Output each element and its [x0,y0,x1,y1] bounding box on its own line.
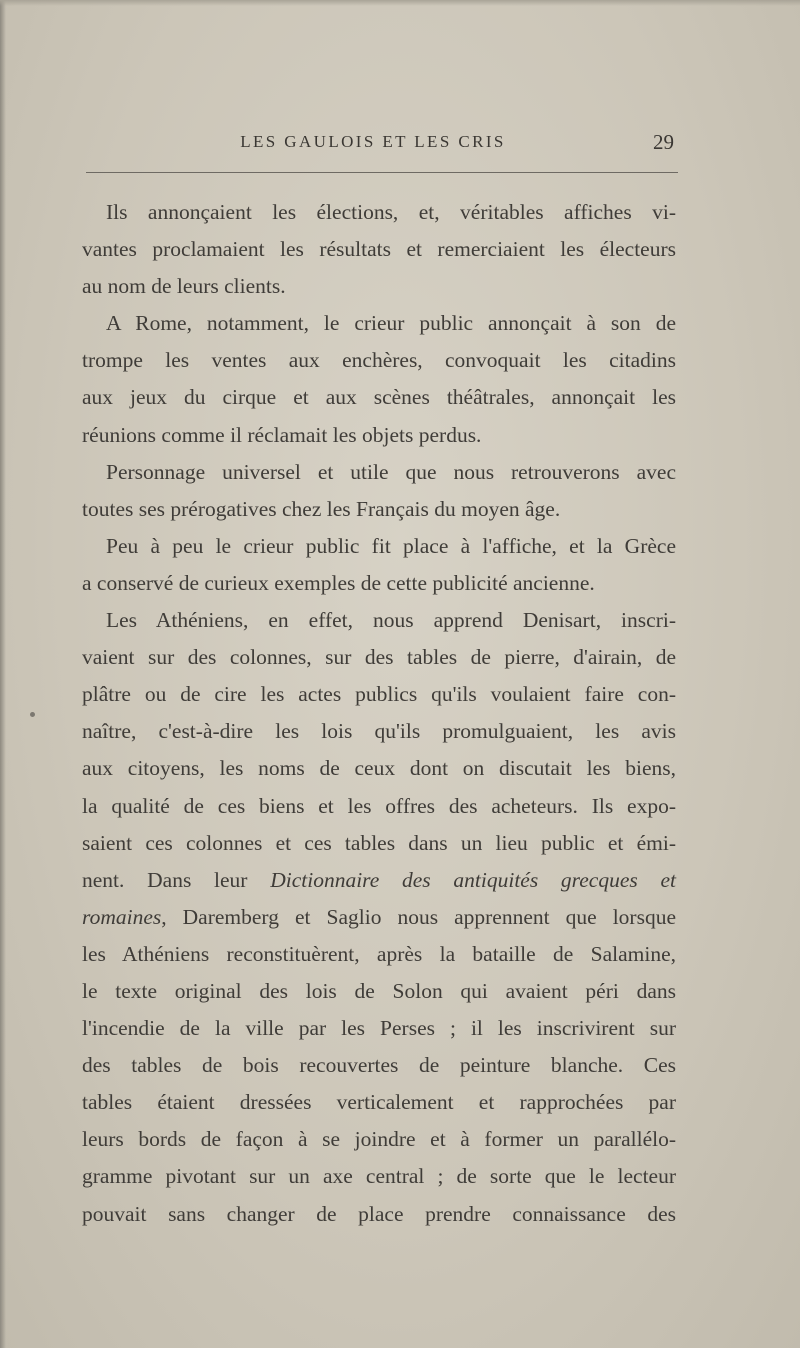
text-line: gramme pivotant sur un axe central ; de sorte que le lecteur [82,1164,676,1189]
text-line: des tables de bois recouvertes de peinture blanche. Ces [82,1053,676,1078]
text-line: a conservé de curieux exemples de cette publicité ancienne. [82,570,595,595]
page-number: 29 [653,130,674,154]
text-line: vaient sur des colonnes, sur des tables de pierre, d'airain, de [82,645,676,670]
text-line: la qualité de ces biens et les offres des acheteurs. Ils expo- [82,793,676,818]
paper-speck [30,712,35,717]
text-line-mixed [82,899,676,936]
book-title-italic: Dictionnaire des antiquités grecques et [270,867,676,892]
text-line: pouvait sans changer de place prendre connaissance des [82,1201,676,1226]
text-line: vantes proclamaient les résultats et remerciaient les électeurs [82,237,676,262]
text-line: tables étaient dressées verticalement et rapprochées par [82,1090,676,1115]
text-line: toutes ses prérogatives chez les Français du moyen âge. [82,496,561,521]
header-rule [86,172,678,173]
book-title-italic: romaines [82,904,162,929]
text-line: les Athéniens reconstituèrent, après la bataille de Salamine, [82,941,676,966]
text-line: leurs bords de façon à se joindre et à former un parallélo- [82,1127,676,1152]
text-line: Peu à peu le crieur public fit place à l'affiche, et la Grèce [106,533,676,558]
body-text [82,194,676,1233]
text-line: le texte original des lois de Solon qui avaient péri dans [82,978,676,1003]
text-line: au nom de leurs clients. [82,274,286,299]
text-line-mixed [82,862,676,899]
page-shadow-top [0,0,800,6]
text-line: naître, c'est-à-dire les lois qu'ils promulguaient, les avis [82,719,676,744]
text-run: , Daremberg et Saglio nous apprennent que lorsque [161,904,676,929]
text-line: réunions comme il réclamait les objets perdus. [82,422,482,447]
text-line: Les Athéniens, en effet, nous apprend Denisart, inscri- [106,608,676,633]
page-shadow-left [0,0,6,1348]
text-line: trompe les ventes aux enchères, convoquait les citadins [82,348,676,373]
text-line: l'incendie de la ville par les Perses ; il les inscrivirent sur [82,1016,676,1041]
running-head [82,132,676,160]
text-line: plâtre ou de cire les actes publics qu'ils voulaient faire con- [82,682,676,707]
text-line: saient ces colonnes et ces tables dans un lieu public et émi- [82,830,676,855]
text-line: Ils annonçaient les élections, et, véritables affiches vi- [106,200,676,224]
running-title: LES GAULOIS ET LES CRIS [240,132,506,151]
text-line: Personnage universel et utile que nous retrouverons avec [106,459,676,484]
text-line: aux jeux du cirque et aux scènes théâtrales, annonçait les [82,385,676,410]
text-line: aux citoyens, les noms de ceux dont on discutait les biens, [82,756,676,781]
text-run: nent. Dans leur [82,867,271,892]
text-line: A Rome, notamment, le crieur public annonçait à son de [106,311,676,336]
